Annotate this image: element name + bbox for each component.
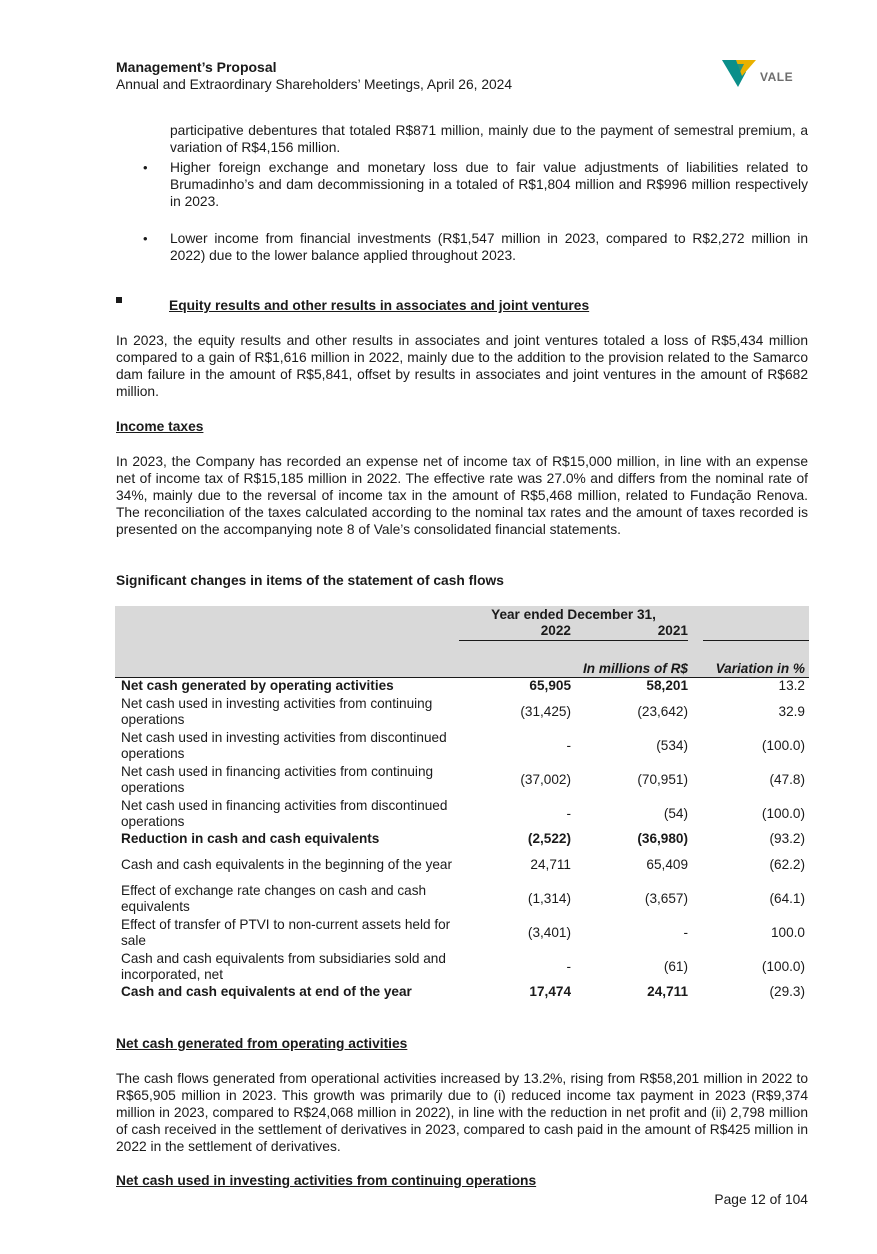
page-header [116, 59, 806, 99]
value-2022: - [566, 958, 571, 974]
value-2022: (31,425) [520, 703, 571, 719]
gap-cell [688, 984, 703, 1001]
variation-value: (100.0) [761, 958, 805, 974]
table-row [115, 763, 809, 797]
value-2021: (70,951) [637, 771, 688, 787]
table-row [115, 848, 809, 882]
cash-flows-heading: Significant changes in items of the statement of cash flows [116, 573, 504, 588]
row-label: Net cash used in investing activities from discontinued operations [121, 729, 447, 761]
table-body [115, 677, 809, 1001]
gap-cell [688, 950, 703, 984]
value-2021: (36,980) [637, 831, 688, 846]
cash-flows-table [115, 606, 809, 1001]
table-row [115, 797, 809, 831]
gap-cell [688, 831, 703, 848]
bullet-fx-loss: Higher foreign exchange and monetary loss due to fair value adjustments of liabilities related to Brumadinho’s and dam decommissioning in a totaled of R$1,804 million and R$996 million respectively in 2023. [170, 160, 808, 209]
table-row [115, 695, 809, 729]
year-1-header: 2022 [540, 623, 571, 638]
value-2022: (3,401) [527, 924, 571, 940]
table-row [115, 729, 809, 763]
income-taxes-heading: Income taxes [116, 419, 204, 434]
variation-value: (100.0) [761, 737, 805, 753]
value-2021: (61) [663, 958, 688, 974]
row-label: Cash and cash equivalents from subsidiaries sold and incorporated, net [121, 950, 446, 982]
equity-paragraph: In 2023, the equity results and other results in associates and joint ventures totaled a loss of R$5,434 million compared to a gain of R$1,616 million in 2022, mainly due to the addition to the provision related to the Samarco dam failure in the amount of R$5,841, offset by results in associates and joint ventures in the amount of R$682 million. [116, 333, 808, 399]
row-label: Net cash generated by operating activities [121, 678, 394, 693]
year-2-header: 2021 [657, 623, 688, 638]
continuation-paragraph: participative debentures that totaled R$871 million, mainly due to the payment of semestral premium, a variation of R$4,156 million. [170, 123, 808, 155]
table-row [115, 950, 809, 984]
variation-value: 32.9 [778, 703, 805, 719]
bullet-financial-income: Lower income from financial investments (R$1,547 million in 2023, compared to R$2,272 million in 2022) due to the lower balance applied throughout 2023. [170, 231, 808, 263]
header-title: Management’s Proposal [116, 59, 277, 75]
variation-value: (62.2) [769, 856, 805, 872]
table-row [115, 677, 809, 695]
value-2022: (1,314) [527, 890, 571, 906]
bullet-icon: • [143, 160, 148, 175]
period-header-cell [459, 606, 688, 641]
value-2021: 58,201 [646, 678, 688, 693]
vale-logo [722, 56, 802, 90]
table-row [115, 831, 809, 848]
operating-paragraph: The cash flows generated from operational activities increased by 13.2%, rising from R$58,201 million in 2022 to R$65,905 million in 2023. This growth was primarily due to (i) reduced income tax payment in 2023 (R$9,374 million in 2023, compared to R$24,068 million in 2022), in line with the reduction in net profit and (ii) 2,798 million of cash received in the settlement of derivatives in 2023, compared to cash paid in the amount of R$425 million in 2022 in the settlement of derivatives. [116, 1071, 808, 1154]
table-header-row [115, 606, 809, 641]
table-subheader-row [115, 641, 809, 678]
gap-cell [688, 882, 703, 916]
header-subtitle: Annual and Extraordinary Shareholders’ Meetings, April 26, 2024 [116, 77, 513, 92]
gap-cell [688, 763, 703, 797]
value-2021: (3,657) [644, 890, 688, 906]
gap-cell [688, 695, 703, 729]
variation-value: (47.8) [769, 771, 805, 787]
value-2021: 24,711 [647, 984, 688, 999]
gap-cell [688, 848, 703, 882]
gap-cell [688, 797, 703, 831]
table-row [115, 882, 809, 916]
table-row [115, 916, 809, 950]
variation-value: (29.3) [769, 984, 805, 999]
value-2021: 65,409 [646, 856, 688, 872]
value-2022: 24,711 [530, 856, 571, 872]
row-label: Reduction in cash and cash equivalents [121, 831, 380, 846]
gap-cell [688, 729, 703, 763]
row-label: Net cash used in financing activities from continuing operations [121, 763, 434, 795]
row-label: Cash and cash equivalents in the beginning of the year [121, 856, 453, 872]
variation-value: 13.2 [778, 678, 805, 693]
value-2022: 65,905 [529, 678, 571, 693]
value-2022: (2,522) [527, 831, 571, 846]
bullet-icon: • [143, 231, 148, 246]
variation-value: 100.0 [770, 924, 805, 940]
page-number: Page 12 of 104 [714, 1192, 808, 1207]
logo-text: VALE [760, 70, 794, 84]
row-label: Net cash used in investing activities from continuing operations [121, 695, 433, 727]
value-2021: (534) [656, 737, 688, 753]
variation-value: (93.2) [769, 831, 805, 846]
value-2021: (54) [663, 805, 688, 821]
variation-value: (64.1) [769, 890, 805, 906]
value-2021: - [683, 924, 688, 940]
unit-label: In millions of R$ [571, 641, 688, 678]
row-label: Cash and cash equivalents at end of the year [121, 984, 412, 999]
value-2022: - [566, 805, 571, 821]
value-2022: - [566, 737, 571, 753]
variation-value: (100.0) [761, 805, 805, 821]
value-2022: 17,474 [529, 984, 571, 999]
period-header: Year ended December 31, [491, 607, 656, 622]
vale-logo-mark-icon [722, 56, 762, 90]
value-2021: (23,642) [637, 703, 688, 719]
section-marker-icon [116, 297, 122, 303]
row-label: Net cash used in financing activities from discontinued operations [121, 797, 448, 829]
gap-cell [688, 677, 703, 695]
table-row [115, 984, 809, 1001]
gap-cell [688, 916, 703, 950]
value-2022: (37,002) [520, 771, 571, 787]
row-label: Effect of exchange rate changes on cash and cash equivalents [121, 882, 427, 914]
investing-heading: Net cash used in investing activities from continuing operations [116, 1173, 537, 1188]
operating-heading: Net cash generated from operating activities [116, 1036, 408, 1051]
row-label: Effect of transfer of PTVI to non-current assets held for sale [121, 916, 451, 948]
variation-header: Variation in % [703, 641, 809, 678]
income-taxes-paragraph: In 2023, the Company has recorded an expense net of income tax of R$15,000 million, in line with an expense net of income tax of R$15,185 million in 2022. The effective rate was 27.0% and differs from the nominal rate of 34%, mainly due to the reversal of income tax in the amount of R$5,468 million, related to Fundação Renova. The reconciliation of the taxes calculated according to the nominal tax rates and the amount of taxes recorded is presented on the accompanying note 8 of Vale’s consolidated financial statements. [116, 454, 808, 537]
equity-heading: Equity results and other results in associates and joint ventures [169, 298, 590, 313]
